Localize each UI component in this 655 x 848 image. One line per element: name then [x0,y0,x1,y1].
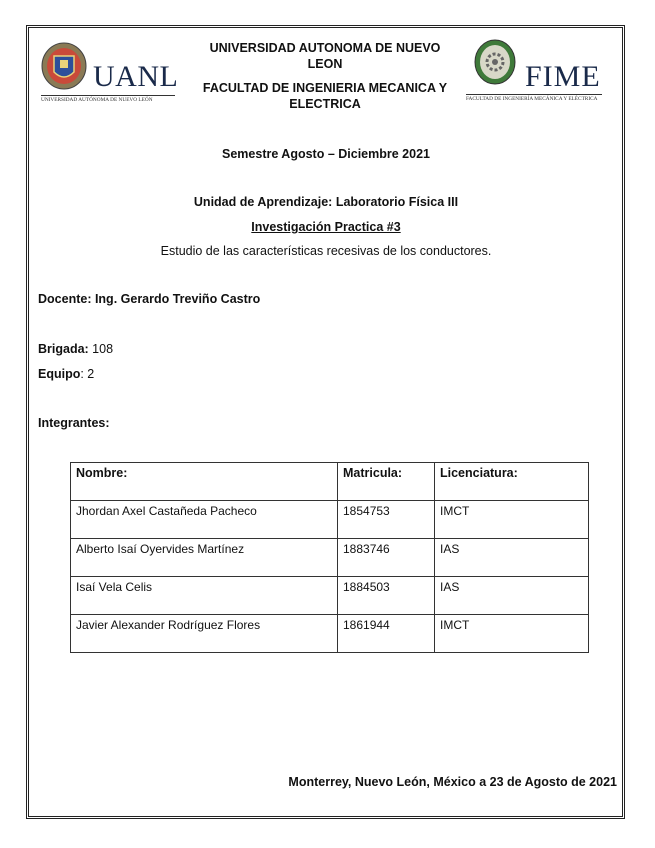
uanl-logo-text: UANL [93,60,179,93]
practice-subject: Estudio de las características recesivas de los conductores. [160,244,492,258]
brigade: Brigada: 108 [38,342,114,356]
column-header: Nombre: [71,463,338,501]
table-row [71,615,589,653]
team: Equipo: 2 [38,367,95,381]
teacher: Docente: Ing. Gerardo Treviño Castro [38,292,261,306]
page-border [26,25,625,819]
member-degree: IMCT [435,615,589,653]
members-heading: Integrantes: [38,416,110,430]
member-id: 1884503 [338,577,435,615]
member-name: Javier Alexander Rodríguez Flores [71,615,338,653]
semester: Semestre Agosto – Diciembre 2021 [222,147,430,161]
column-header: Matricula: [338,463,435,501]
member-degree: IAS [435,539,589,577]
member-name: Alberto Isaí Oyervides Martínez [71,539,338,577]
university-name: UNIVERSIDAD AUTONOMA DE NUEVO LEON [209,41,441,71]
table-header-row [71,463,589,501]
fime-logo-text: FIME [525,60,601,93]
column-header: Licenciatura: [435,463,589,501]
member-name: Isaí Vela Celis [71,577,338,615]
footer-place-date: Monterrey, Nuevo León, México a 23 de Agosto de 2021 [288,775,617,789]
practice-title: Investigación Practica #3 [251,220,401,234]
members-table [70,462,589,653]
uanl-seal-icon [41,42,87,90]
member-id: 1854753 [338,501,435,539]
uanl-logo-subtitle: UNIVERSIDAD AUTÓNOMA DE NUEVO LEÓN [41,95,175,103]
member-degree: IMCT [435,501,589,539]
course-title: Unidad de Aprendizaje: Laboratorio Física III [193,195,459,209]
member-id: 1861944 [338,615,435,653]
member-name: Jhordan Axel Castañeda Pacheco [71,501,338,539]
faculty-name: FACULTAD DE INGENIERIA MECANICA Y ELECTRICA [202,81,448,111]
table-row [71,539,589,577]
fime-seal-icon [474,39,516,85]
member-id: 1883746 [338,539,435,577]
fime-logo-subtitle: FACULTAD DE INGENIERÍA MECÁNICA Y ELÉCTRICA [466,94,602,102]
table-row [71,577,589,615]
table-row [71,501,589,539]
member-degree: IAS [435,577,589,615]
